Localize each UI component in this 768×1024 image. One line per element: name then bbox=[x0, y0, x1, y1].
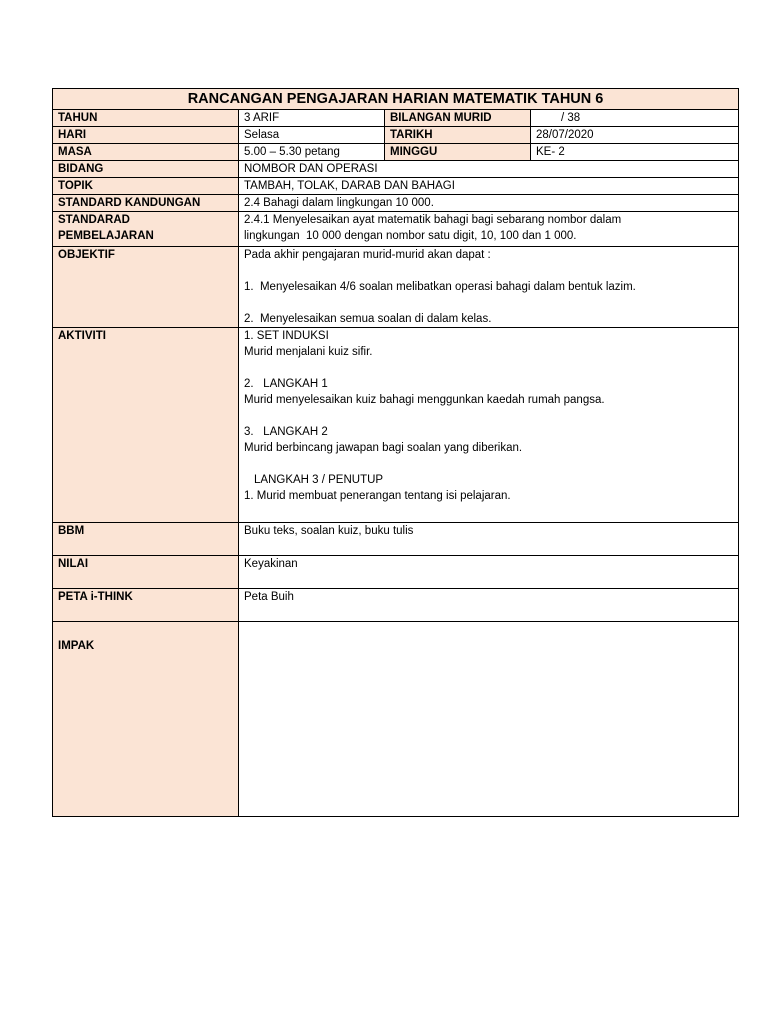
langkah1-text: Murid menyelesaikan kuiz bahagi menggunkan kaedah rumah pangsa. bbox=[244, 394, 605, 406]
row-impak bbox=[53, 622, 739, 817]
standard-pembelajaran-label-line1: STANDARAD bbox=[58, 214, 130, 226]
bilangan-murid-label: BILANGAN MURID bbox=[385, 110, 531, 127]
row-standard-pembelajaran bbox=[53, 212, 739, 247]
langkah2-text: Murid berbincang jawapan bagi soalan yang diberikan. bbox=[244, 442, 523, 454]
impak-label: IMPAK bbox=[53, 622, 239, 817]
tarikh-label: TARIKH bbox=[385, 127, 531, 144]
objektif-label: OBJEKTIF bbox=[53, 247, 239, 328]
topik-label: TOPIK bbox=[53, 178, 239, 195]
objektif-item-2: 2. Menyelesaikan semua soalan di dalam kelas. bbox=[244, 313, 492, 325]
masa-value: 5.00 – 5.30 petang bbox=[239, 144, 385, 161]
tarikh-value: 28/07/2020 bbox=[531, 127, 739, 144]
row-bbm bbox=[53, 523, 739, 556]
row-masa bbox=[53, 144, 739, 161]
minggu-value: KE- 2 bbox=[531, 144, 739, 161]
standard-pembelajaran-label bbox=[53, 212, 239, 247]
row-tahun bbox=[53, 110, 739, 127]
aktiviti-value bbox=[239, 328, 739, 523]
row-aktiviti bbox=[53, 328, 739, 523]
langkah3-text: 1. Murid membuat penerangan tentang isi pelajaran. bbox=[244, 490, 511, 502]
row-standard-kandungan bbox=[53, 195, 739, 212]
aktiviti-label: AKTIVITI bbox=[53, 328, 239, 523]
standard-pembelajaran-line2: lingkungan 10 000 dengan nombor satu digit, 10, 100 dan 1 000. bbox=[244, 230, 577, 242]
langkah2-title: 3. LANGKAH 2 bbox=[244, 426, 328, 438]
standard-kandungan-value: 2.4 Bahagi dalam lingkungan 10 000. bbox=[239, 195, 739, 212]
langkah1-title: 2. LANGKAH 1 bbox=[244, 378, 328, 390]
objektif-value bbox=[239, 247, 739, 328]
hari-value: Selasa bbox=[239, 127, 385, 144]
peta-value: Peta Buih bbox=[239, 589, 739, 622]
objektif-item-1: 1. Menyelesaikan 4/6 soalan melibatkan operasi bahagi dalam bentuk lazim. bbox=[244, 281, 636, 293]
standard-kandungan-label: STANDARD KANDUNGAN bbox=[53, 195, 239, 212]
standard-pembelajaran-value bbox=[239, 212, 739, 247]
peta-label: PETA i-THINK bbox=[53, 589, 239, 622]
row-peta bbox=[53, 589, 739, 622]
set-induksi-title: 1. SET INDUKSI bbox=[244, 330, 329, 342]
bidang-value: NOMBOR DAN OPERASI bbox=[239, 161, 739, 178]
minggu-label: MINGGU bbox=[385, 144, 531, 161]
objektif-intro: Pada akhir pengajaran murid-murid akan dapat : bbox=[244, 249, 491, 261]
bilangan-murid-value: / 38 bbox=[531, 110, 739, 127]
tahun-label: TAHUN bbox=[53, 110, 239, 127]
lesson-plan-table bbox=[52, 88, 739, 817]
standard-pembelajaran-line1: 2.4.1 Menyelesaikan ayat matematik bahagi bagi sebarang nombor dalam bbox=[244, 214, 622, 226]
tahun-value: 3 ARIF bbox=[239, 110, 385, 127]
row-nilai bbox=[53, 556, 739, 589]
row-topik bbox=[53, 178, 739, 195]
row-hari bbox=[53, 127, 739, 144]
masa-label: MASA bbox=[53, 144, 239, 161]
bbm-value: Buku teks, soalan kuiz, buku tulis bbox=[239, 523, 739, 556]
impak-value bbox=[239, 622, 739, 817]
row-objektif bbox=[53, 247, 739, 328]
title-row bbox=[53, 89, 739, 110]
nilai-value: Keyakinan bbox=[239, 556, 739, 589]
bbm-label: BBM bbox=[53, 523, 239, 556]
bidang-label: BIDANG bbox=[53, 161, 239, 178]
nilai-label: NILAI bbox=[53, 556, 239, 589]
row-bidang bbox=[53, 161, 739, 178]
standard-pembelajaran-label-line2: PEMBELAJARAN bbox=[58, 230, 154, 242]
hari-label: HARI bbox=[53, 127, 239, 144]
langkah3-title: LANGKAH 3 / PENUTUP bbox=[254, 474, 384, 486]
document-title: RANCANGAN PENGAJARAN HARIAN MATEMATIK TAHUN 6 bbox=[53, 89, 739, 110]
set-induksi-text: Murid menjalani kuiz sifir. bbox=[244, 346, 373, 358]
topik-value: TAMBAH, TOLAK, DARAB DAN BAHAGI bbox=[239, 178, 739, 195]
